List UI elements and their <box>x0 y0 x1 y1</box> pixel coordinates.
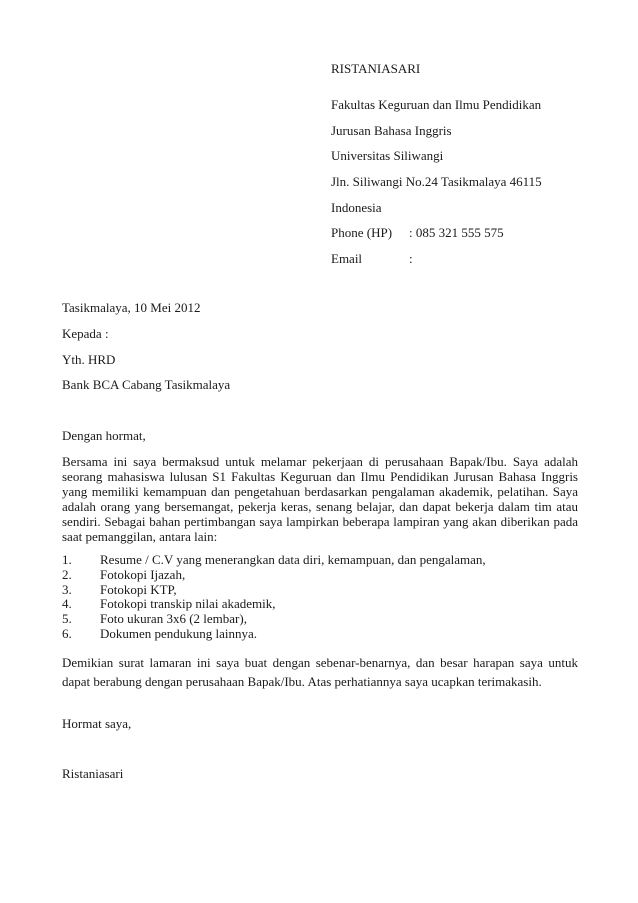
list-item <box>62 597 486 612</box>
list-item <box>62 568 486 583</box>
list-item-number: 6. <box>62 625 72 641</box>
sender-university: Universitas Siliwangi <box>331 148 444 163</box>
recipient-title: Yth. HRD <box>62 352 116 367</box>
list-item-text: Foto ukuran 3x6 (2 lembar), <box>100 611 247 627</box>
signature-name: Ristaniasari <box>62 766 124 781</box>
sender-country: Indonesia <box>331 200 382 215</box>
closing-paragraph: Demikian surat lamaran ini saya buat dengan sebenar-benarnya, dan besar harapan saya untuk dapat berabung dengan perusahaan Bapak/Ibu. Atas perhatiannya saya ucapkan terimakasih. <box>62 655 578 689</box>
email-label: Email <box>331 251 363 266</box>
recipient-organization: Bank BCA Cabang Tasikmalaya <box>62 377 231 392</box>
sender-name: RISTANIASARI <box>331 61 421 76</box>
sender-department: Jurusan Bahasa Inggris <box>331 123 452 138</box>
list-item <box>62 612 486 627</box>
list-item-text: Fotokopi KTP, <box>100 581 177 597</box>
email-value: : <box>409 251 413 266</box>
greeting: Dengan hormat, <box>62 428 146 443</box>
sender-address: Jln. Siliwangi No.24 Tasikmalaya 46115 <box>331 174 542 189</box>
list-item-text: Dokumen pendukung lainnya. <box>100 625 258 641</box>
list-item-number: 5. <box>62 611 72 627</box>
list-item-number: 4. <box>62 596 72 612</box>
list-item <box>62 553 486 568</box>
sign-off: Hormat saya, <box>62 716 132 731</box>
list-item-text: Fotokopi transkip nilai akademik, <box>100 596 276 612</box>
list-item <box>62 583 486 598</box>
letter-date: Tasikmalaya, 10 Mei 2012 <box>62 300 201 315</box>
list-item-number: 1. <box>62 552 72 567</box>
list-item <box>62 627 486 642</box>
list-item-number: 2. <box>62 566 72 582</box>
attachment-list <box>62 553 486 642</box>
list-item-text: Fotokopi Ijazah, <box>100 566 186 582</box>
sender-faculty: Fakultas Keguruan dan Ilmu Pendidikan <box>331 97 542 112</box>
recipient-label: Kepada : <box>62 326 109 341</box>
list-item-number: 3. <box>62 581 72 597</box>
list-item-text: Resume / C.V yang menerangkan data diri, kemampuan, dan pengalaman, <box>100 552 486 567</box>
intro-paragraph: Bersama ini saya bermaksud untuk melamar pekerjaan di perusahaan Bapak/Ibu. Saya adalah seorang mahasiswa lulusan S1 Fakultas Keguruan dan Ilmu Pendidikan Jurusan Bahasa Inggris yang memiliki kemampuan dan pengetahuan berdasarkan pengalaman akademik, pelatihan. Saya adalah orang yang bersemangat, pekerja keras, senang belajar, dan dapat bekerja dalam tim atau sendiri. Sebagai bahan pertimbangan saya lampirkan beberapa lampiran yang akan diberikan pada saat pemanggilan, antara lain: <box>62 454 578 544</box>
phone-value: : 085 321 555 575 <box>409 225 504 240</box>
phone-label: Phone (HP) <box>331 225 393 240</box>
